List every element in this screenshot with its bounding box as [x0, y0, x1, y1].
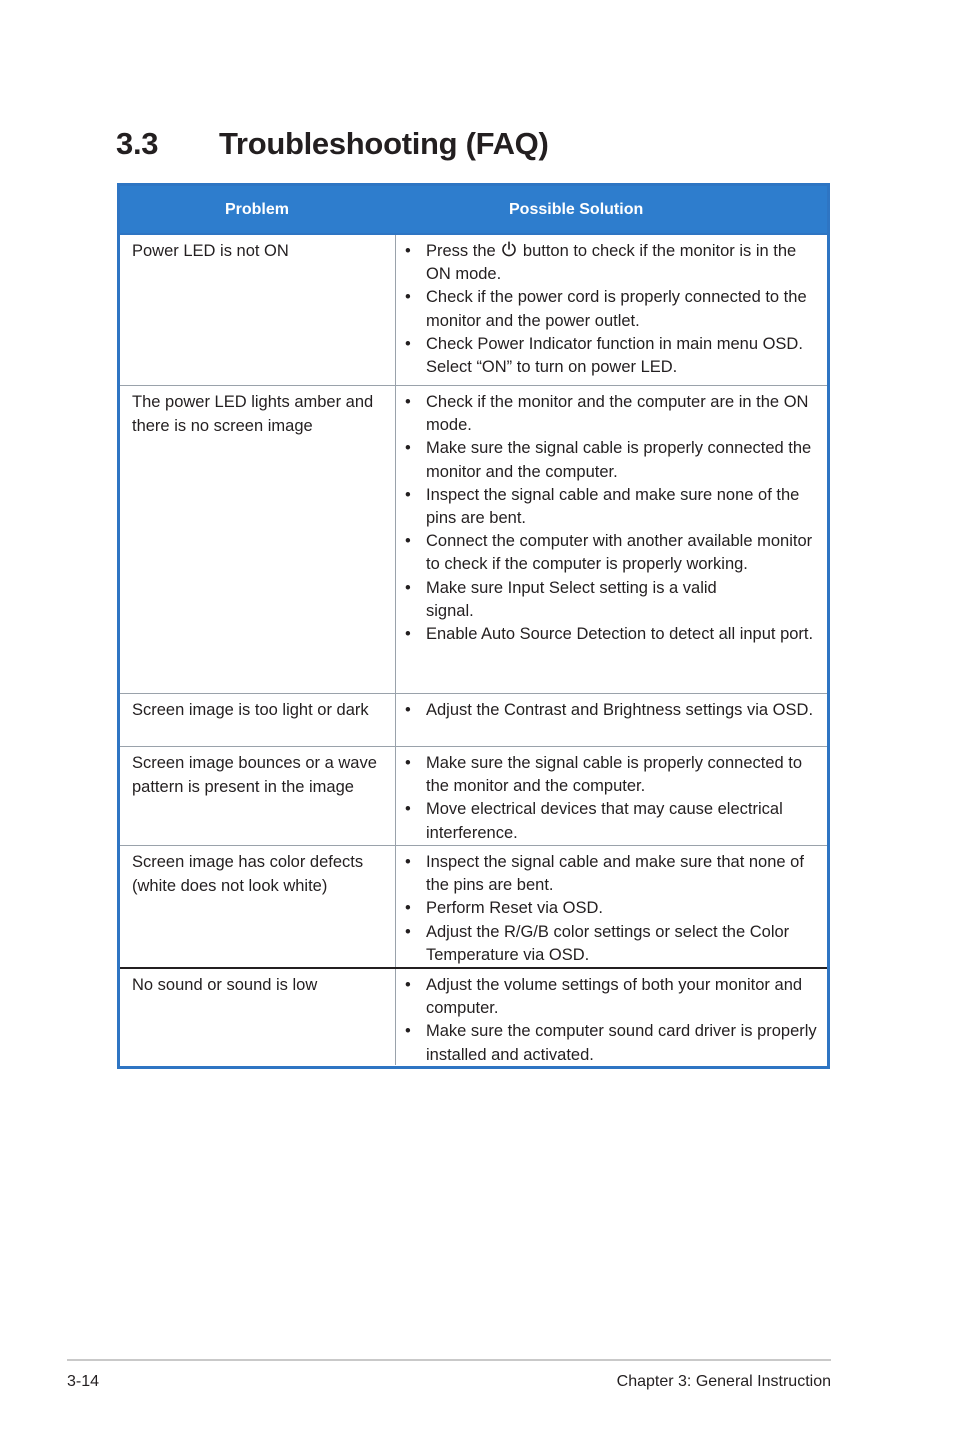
bullet-icon: •: [405, 439, 411, 458]
bullet-icon: •: [405, 1022, 411, 1041]
page-title: [116, 124, 549, 164]
solution-cell: [396, 747, 827, 845]
solution-item: [400, 798, 823, 844]
table-row: [120, 845, 827, 967]
solution-item: [400, 333, 823, 379]
solution-item: [400, 921, 823, 967]
solution-text-after-icon: button to check if the monitor is in the ON mode.: [426, 242, 797, 284]
solution-text: Move electrical devices that may cause electrical interference.: [426, 800, 783, 842]
table-row: [120, 967, 827, 1065]
problem-cell: No sound or sound is low: [120, 969, 396, 1065]
solution-text: Perform Reset via OSD.: [426, 899, 603, 918]
faq-table: [117, 183, 830, 1069]
solution-text: Enable Auto Source Detection to detect all input port.: [426, 625, 814, 644]
solution-text: Check if the power cord is properly connected to the monitor and the power outlet.: [426, 288, 807, 330]
solution-item: [400, 530, 823, 576]
solution-cell: [396, 969, 827, 1065]
solution-item: [400, 484, 823, 530]
solution-item: [400, 577, 823, 623]
solution-text: Adjust the Contrast and Brightness settings via OSD.: [426, 701, 814, 719]
problem-cell: The power LED lights amber and there is no screen image: [120, 386, 396, 693]
problem-cell: Power LED is not ON: [120, 235, 396, 385]
section-title: Troubleshooting (FAQ): [219, 126, 549, 161]
table-row: [120, 746, 827, 845]
bullet-icon: •: [405, 800, 411, 819]
power-icon: [501, 241, 517, 257]
solution-item: [400, 974, 823, 1020]
solution-item: [400, 240, 823, 286]
problem-cell: Screen image is too light or dark: [120, 694, 396, 746]
bullet-icon: •: [405, 922, 411, 941]
bullet-icon: •: [405, 853, 411, 871]
header-problem: Problem: [224, 200, 289, 218]
solution-item: [400, 391, 823, 437]
table-body: [120, 235, 827, 1066]
solution-text: Inspect the signal cable and make sure none of the pins are bent.: [426, 485, 800, 528]
solution-cell: [396, 386, 827, 693]
problem-cell: Screen image has color defects (white does not look white): [120, 846, 396, 967]
solution-text: Make sure the computer sound card driver is properly installed and activated.: [426, 1022, 817, 1064]
solution-text: Inspect the signal cable and make sure that none of the pins are bent.: [426, 853, 804, 895]
chapter-title: Chapter 3: General Instruction: [616, 1373, 831, 1390]
solution-text: Make sure the signal cable is properly connected to the monitor and the computer.: [426, 754, 803, 796]
bullet-icon: •: [405, 288, 411, 307]
table-row: [120, 693, 827, 746]
solution-item: [400, 897, 823, 920]
solution-cell: [396, 235, 827, 385]
solution-item: [400, 437, 823, 483]
section-number: 3.3: [116, 126, 159, 161]
solution-cell: [396, 846, 827, 967]
solution-text: [426, 240, 823, 286]
table-row: [120, 385, 827, 693]
bullet-icon: •: [405, 532, 411, 551]
bullet-icon: •: [405, 334, 411, 353]
bullet-icon: •: [405, 393, 411, 411]
footer-divider: [67, 1359, 831, 1361]
solution-item: [400, 752, 823, 798]
bullet-icon: •: [405, 242, 411, 260]
solution-item: [400, 286, 823, 332]
solution-text: Make sure the signal cable is properly connected the monitor and the computer.: [426, 439, 812, 481]
solution-cell: [396, 694, 827, 746]
header-solution: Possible Solution: [509, 200, 644, 218]
bullet-icon: •: [405, 899, 411, 918]
solution-text: Adjust the volume settings of both your monitor and computer.: [426, 976, 803, 1018]
bullet-icon: •: [405, 578, 411, 597]
solution-item: [400, 699, 823, 722]
bullet-icon: •: [405, 701, 411, 719]
problem-cell: Screen image bounces or a wave pattern is present in the image: [120, 747, 396, 845]
table-row: [120, 235, 827, 385]
solution-text: Connect the computer with another available monitor to check if the computer is properly working.: [426, 532, 813, 574]
bullet-icon: •: [405, 754, 411, 772]
solution-text: Make sure Input Select setting is a valid signal.: [426, 578, 717, 620]
page-number: 3-14: [67, 1373, 100, 1390]
solution-item: [400, 851, 823, 897]
solution-text: Check Power Indicator function in main menu OSD. Select “ON” to turn on power LED.: [426, 334, 803, 377]
solution-item: [400, 623, 823, 646]
bullet-icon: •: [405, 485, 411, 504]
solution-text: Check if the monitor and the computer are in the ON mode.: [426, 393, 809, 435]
solution-text: Adjust the R/G/B color settings or select the Color Temperature via OSD.: [426, 922, 790, 964]
bullet-icon: •: [405, 625, 411, 644]
solution-text-before-icon: Press the: [426, 242, 496, 260]
table-header: [120, 186, 827, 235]
bullet-icon: •: [405, 976, 411, 994]
solution-item: [400, 1020, 823, 1066]
